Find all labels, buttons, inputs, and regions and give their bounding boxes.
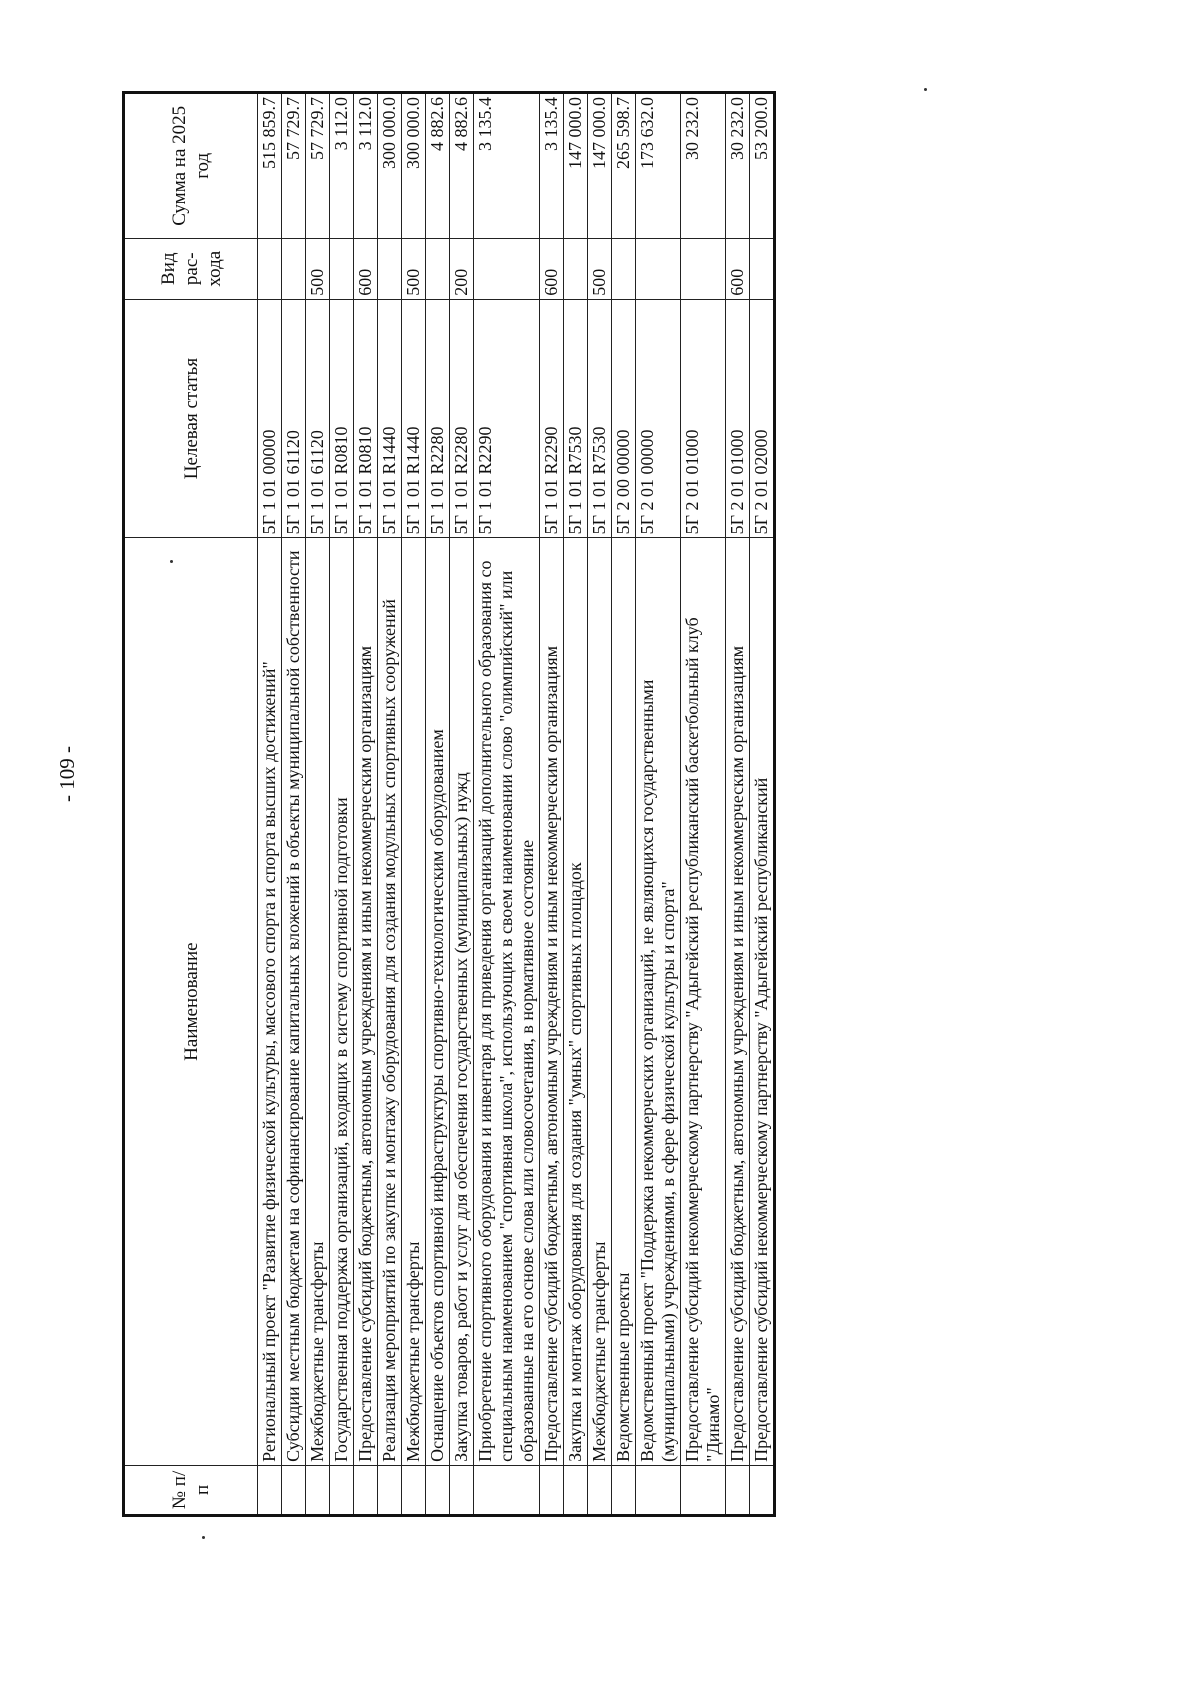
row-num: [402, 1465, 426, 1515]
table-row: [306, 93, 330, 1516]
row-kind: 600: [726, 238, 750, 299]
row-name: Региональный проект "Развитие физической культуры, массового спорта и спорта высших достижений": [258, 538, 282, 1465]
row-kind: 200: [450, 238, 474, 299]
scan-speck: [170, 560, 173, 563]
row-kind: [282, 238, 306, 299]
header-target: Целевая статья: [124, 299, 258, 538]
row-name: Межбюджетные трансферты: [306, 538, 330, 1465]
row-name: Приобретение спортивного оборудования и инвентаря для приведения организаций дополнительного образования со специальным наименованием "спортивная школа", использующих в своем наименовании слово "олимпийский" или образованные на его основе слова или словосочетания, в нормативное состояние: [474, 538, 540, 1465]
row-kind: [258, 238, 282, 299]
row-sum: 3 112.0: [330, 93, 354, 239]
row-target: 5Г 2 00 00000: [612, 299, 636, 538]
row-target: 5Г 1 01 R0810: [330, 299, 354, 538]
row-name: Предоставление субсидий бюджетным, автономным учреждениям и иным некоммерческим организациям: [726, 538, 750, 1465]
row-kind: [330, 238, 354, 299]
row-name: Закупка товаров, работ и услуг для обеспечения государственных (муниципальных) нужд: [450, 538, 474, 1465]
table-row: [726, 93, 750, 1516]
table-row: [426, 93, 450, 1516]
row-name: Государственная поддержка организаций, входящих в систему спортивной подготовки: [330, 538, 354, 1465]
scan-speck: [202, 1536, 205, 1539]
row-name: Закупка и монтаж оборудования для создания "умных" спортивных площадок: [564, 538, 588, 1465]
row-num: [282, 1465, 306, 1515]
table-row: [636, 93, 681, 1516]
page-number: - 109 -: [55, 746, 79, 802]
row-kind: 600: [540, 238, 564, 299]
row-num: [564, 1465, 588, 1515]
table-row: [402, 93, 426, 1516]
row-name: Предоставление субсидий некоммерческому партнерству "Адыгейский республиканский: [750, 538, 775, 1465]
row-num: [426, 1465, 450, 1515]
row-kind: [426, 238, 450, 299]
table-row: [258, 93, 282, 1516]
row-sum: 265 598.7: [612, 93, 636, 239]
row-num: [306, 1465, 330, 1515]
row-target: 5Г 1 01 R2280: [426, 299, 450, 538]
table-row: [564, 93, 588, 1516]
row-target: 5Г 1 01 61120: [306, 299, 330, 538]
row-target: 5Г 1 01 R7530: [588, 299, 612, 538]
table-row: [750, 93, 775, 1516]
row-name: Субсидии местным бюджетам на софинансирование капитальных вложений в объекты муниципальной собственности: [282, 538, 306, 1465]
row-target: 5Г 1 01 R7530: [564, 299, 588, 538]
row-target: 5Г 1 01 R0810: [354, 299, 378, 538]
budget-table-container: [122, 91, 1099, 1517]
budget-table: [122, 91, 776, 1517]
header-row: [124, 93, 258, 1516]
row-num: [354, 1465, 378, 1515]
row-name: Оснащение объектов спортивной инфраструктуры спортивно-технологическим оборудованием: [426, 538, 450, 1465]
row-kind: [564, 238, 588, 299]
row-kind: 500: [306, 238, 330, 299]
row-sum: 4 882.6: [426, 93, 450, 239]
row-target: 5Г 1 01 R1440: [402, 299, 426, 538]
table-row: [330, 93, 354, 1516]
row-sum: 300 000.0: [378, 93, 402, 239]
row-name: Ведомственные проекты: [612, 538, 636, 1465]
row-kind: [681, 238, 726, 299]
row-num: [474, 1465, 540, 1515]
row-target: 5Г 2 01 01000: [681, 299, 726, 538]
row-sum: 30 232.0: [726, 93, 750, 239]
row-target: 5Г 1 01 R2290: [540, 299, 564, 538]
row-target: 5Г 1 01 R2280: [450, 299, 474, 538]
scan-speck: [924, 88, 927, 91]
row-num: [258, 1465, 282, 1515]
table-row: [681, 93, 726, 1516]
row-kind: 600: [354, 238, 378, 299]
row-target: 5Г 1 01 00000: [258, 299, 282, 538]
row-num: [540, 1465, 564, 1515]
row-target: 5Г 1 01 61120: [282, 299, 306, 538]
row-name: Предоставление субсидий бюджетным, автономным учреждениям и иным некоммерческим организациям: [540, 538, 564, 1465]
row-target: 5Г 2 01 02000: [750, 299, 775, 538]
table-row: [540, 93, 564, 1516]
row-sum: 147 000.0: [564, 93, 588, 239]
row-target: 5Г 1 01 R2290: [474, 299, 540, 538]
row-target: 5Г 2 01 01000: [726, 299, 750, 538]
row-num: [450, 1465, 474, 1515]
row-num: [330, 1465, 354, 1515]
table-row: [474, 93, 540, 1516]
row-sum: 4 882.6: [450, 93, 474, 239]
row-sum: 3 112.0: [354, 93, 378, 239]
row-kind: [750, 238, 775, 299]
row-sum: 147 000.0: [588, 93, 612, 239]
row-kind: [636, 238, 681, 299]
row-kind: [612, 238, 636, 299]
table-row: [588, 93, 612, 1516]
row-num: [681, 1465, 726, 1515]
row-num: [588, 1465, 612, 1515]
header-kind: Вид рас-хода: [124, 238, 258, 299]
header-num: № п/п: [124, 1465, 258, 1515]
row-name: Предоставление субсидий некоммерческому партнерству "Адыгейский республиканский баскетбольный клуб "Динамо": [681, 538, 726, 1465]
row-num: [378, 1465, 402, 1515]
row-num: [636, 1465, 681, 1515]
row-target: 5Г 2 01 00000: [636, 299, 681, 538]
row-sum: 57 729.7: [282, 93, 306, 239]
row-name: Межбюджетные трансферты: [588, 538, 612, 1465]
row-sum: 515 859.7: [258, 93, 282, 239]
row-target: 5Г 1 01 R1440: [378, 299, 402, 538]
row-num: [750, 1465, 775, 1515]
row-kind: 500: [402, 238, 426, 299]
row-name: Реализация мероприятий по закупке и монтажу оборудования для создания модульных спортивных сооружений: [378, 538, 402, 1465]
row-sum: 57 729.7: [306, 93, 330, 239]
row-name: Межбюджетные трансферты: [402, 538, 426, 1465]
row-sum: 300 000.0: [402, 93, 426, 239]
row-name: Предоставление субсидий бюджетным, автономным учреждениям и иным некоммерческим организациям: [354, 538, 378, 1465]
row-kind: [378, 238, 402, 299]
row-kind: [474, 238, 540, 299]
table-row: [612, 93, 636, 1516]
row-sum: 3 135.4: [474, 93, 540, 239]
row-sum: 173 632.0: [636, 93, 681, 239]
header-name: Наименование: [124, 538, 258, 1465]
row-sum: 53 200.0: [750, 93, 775, 239]
table-row: [450, 93, 474, 1516]
row-kind: 500: [588, 238, 612, 299]
row-num: [726, 1465, 750, 1515]
row-sum: 30 232.0: [681, 93, 726, 239]
row-sum: 3 135.4: [540, 93, 564, 239]
header-sum: Сумма на 2025 год: [124, 93, 258, 239]
table-row: [354, 93, 378, 1516]
row-name: Ведомственный проект "Поддержка некоммерческих организаций, не являющихся государственными (муниципальными) учреждениями, в сфере физической культуры и спорта": [636, 538, 681, 1465]
row-num: [612, 1465, 636, 1515]
table-row: [282, 93, 306, 1516]
table-row: [378, 93, 402, 1516]
